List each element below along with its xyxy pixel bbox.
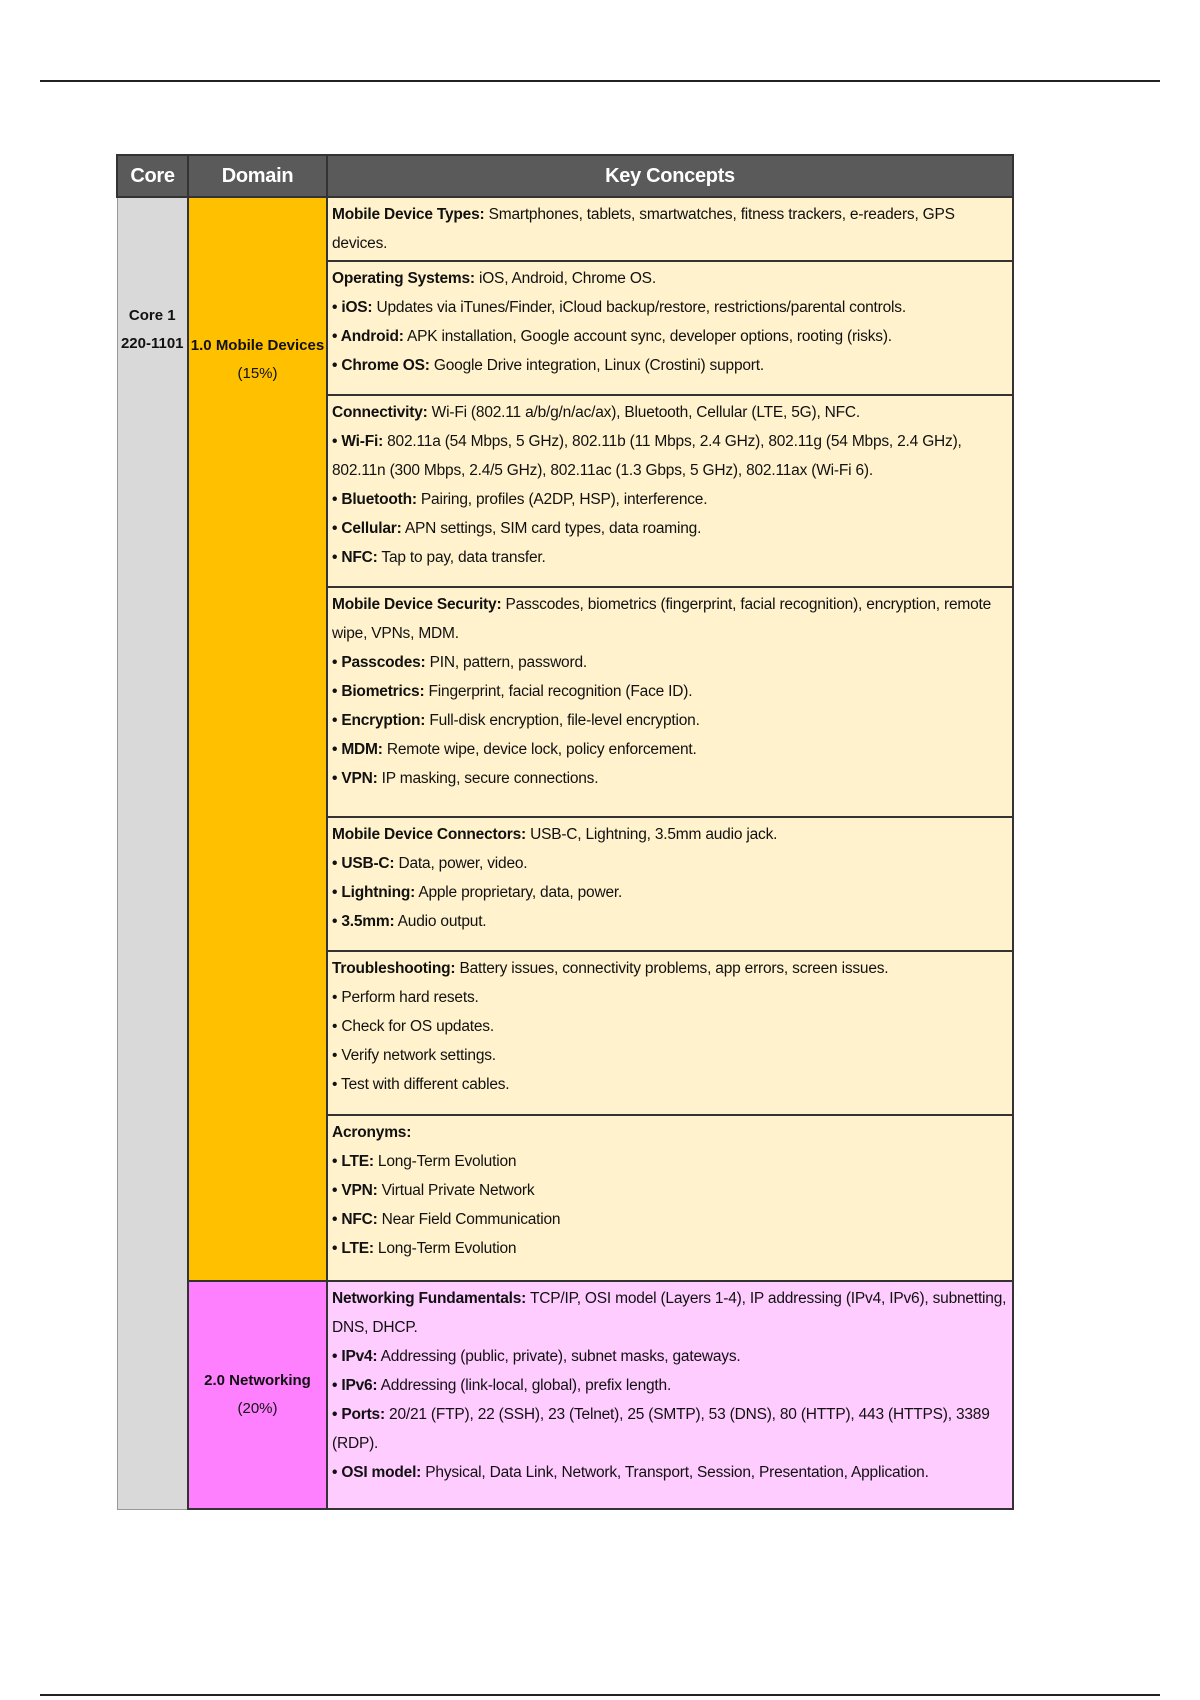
list-item [332,764,1008,793]
item-term: • Wi-Fi: [332,433,384,450]
domain-title: 2.0 Networking [204,1372,311,1389]
item-term: • Encryption: [332,712,426,729]
item-text: Data, power, video. [394,855,528,872]
concept-cell-troubleshooting [327,951,1013,1115]
item-term: • Bluetooth: [332,491,417,508]
item-text: Apple proprietary, data, power. [415,884,623,901]
domain-weight: (15%) [237,365,278,382]
item-term: • USB-C: [332,855,395,872]
core-cell [117,197,188,1509]
section-heading: Mobile Device Connectors: [332,826,526,843]
concept-cell-connectors [327,817,1013,951]
concept-cell-operating-systems [327,261,1013,395]
item-text: Fingerprint, facial recognition (Face ID). [424,683,693,700]
item-text: Addressing (public, private), subnet masks, gateways. [377,1348,741,1365]
item-term: • Chrome OS: [332,357,430,374]
item-term: • Lightning: [332,884,416,901]
header-core: Core [117,155,188,197]
list-item [332,1234,1008,1263]
section-summary: Passcodes, biometrics (fingerprint, facial recognition), encryption, remote wipe, VPNs, MDM. [332,596,992,642]
section-summary: USB-C, Lightning, 3.5mm audio jack. [525,826,778,843]
item-text: Near Field Communication [377,1211,561,1228]
item-text: Virtual Private Network [377,1182,535,1199]
core-name: Core 1 [128,307,176,324]
domain-weight: (20%) [237,1400,278,1417]
item-text: APN settings, SIM card types, data roaming. [401,520,702,537]
item-text: • Verify network settings. [332,1047,496,1064]
item-term: • VPN: [332,770,378,787]
item-text: • Test with different cables. [332,1076,510,1093]
list-item [332,1371,1008,1400]
domain-mobile-devices [188,197,327,1281]
item-term: • Passcodes: [332,654,426,671]
item-text: Google Drive integration, Linux (Crostini) support. [429,357,764,374]
bottom-rule [40,1694,1160,1696]
item-term: • IPv6: [332,1377,378,1394]
core-code: 220-1101 [120,335,184,352]
list-item [332,677,1008,706]
section-heading: Connectivity: [332,404,428,421]
section-summary: Smartphones, tablets, smartwatches, fitness trackers, e-readers, GPS devices. [332,206,955,252]
list-item [332,1205,1008,1234]
list-item [332,706,1008,735]
concept-cell-connectivity [327,395,1013,587]
item-text: PIN, pattern, password. [425,654,587,671]
list-item [332,735,1008,764]
item-text: Long-Term Evolution [373,1240,517,1257]
header-domain: Domain [188,155,327,197]
domain-networking [188,1281,327,1509]
item-term: • LTE: [332,1240,374,1257]
item-term: • VPN: [332,1182,378,1199]
item-text: Updates via iTunes/Finder, iCloud backup/restore, restrictions/parental controls. [372,299,906,316]
item-term: • 3.5mm: [332,913,395,930]
table-row [117,197,1013,261]
list-item [332,648,1008,677]
list-item [332,1458,1008,1487]
item-text: APK installation, Google account sync, developer options, rooting (risks). [403,328,892,345]
top-rule [40,80,1160,82]
item-term: • IPv4: [332,1348,378,1365]
header-key-concepts: Key Concepts [327,155,1013,197]
item-text: • Perform hard resets. [332,989,479,1006]
list-item [332,322,1008,351]
list-item [332,907,1008,936]
item-term: • NFC: [332,1211,378,1228]
item-text: Tap to pay, data transfer. [377,549,546,566]
item-text: Full-disk encryption, file-level encryption. [425,712,700,729]
list-item [332,878,1008,907]
table-row [117,1281,1013,1509]
item-term: • Android: [332,328,404,345]
item-text: Remote wipe, device lock, policy enforcement. [382,741,697,758]
concept-cell-security [327,587,1013,817]
section-heading: Troubleshooting: [332,960,456,977]
list-item [332,351,1008,380]
item-text: Audio output. [394,913,487,930]
section-heading: Networking Fundamentals: [332,1290,527,1307]
item-term: • OSI model: [332,1464,422,1481]
item-term: • iOS: [332,299,373,316]
section-summary: Battery issues, connectivity problems, app errors, screen issues. [455,960,889,977]
section-heading: Mobile Device Security: [332,596,502,613]
item-term: • NFC: [332,549,378,566]
item-term: • MDM: [332,741,383,758]
item-text: 20/21 (FTP), 22 (SSH), 23 (Telnet), 25 (SMTP), 53 (DNS), 80 (HTTP), 443 (HTTPS), 3389 (RDP). [332,1406,990,1452]
domain-title: 1.0 Mobile Devices [190,337,325,354]
item-text: Long-Term Evolution [373,1153,517,1170]
list-item [332,1176,1008,1205]
concept-cell-device-types [327,197,1013,261]
list-item [332,427,1008,485]
item-text: Pairing, profiles (A2DP, HSP), interference. [416,491,708,508]
list-item [332,1342,1008,1371]
concept-cell-acronyms [327,1115,1013,1281]
list-item [332,1147,1008,1176]
list-item [332,983,1008,1012]
item-term: • Ports: [332,1406,385,1423]
section-summary: TCP/IP, OSI model (Layers 1-4), IP addressing (IPv4, IPv6), subnetting, DNS, DHCP. [332,1290,1007,1336]
list-item [332,1012,1008,1041]
section-heading: Mobile Device Types: [332,206,485,223]
list-item [332,1070,1008,1099]
item-text: • Check for OS updates. [332,1018,494,1035]
list-item [332,485,1008,514]
list-item [332,293,1008,322]
item-term: • LTE: [332,1153,374,1170]
list-item [332,1041,1008,1070]
list-item [332,514,1008,543]
section-heading: Acronyms: [332,1124,412,1141]
header-row [117,155,1013,197]
item-text: 802.11a (54 Mbps, 5 GHz), 802.11b (11 Mbps, 2.4 GHz), 802.11g (54 Mbps, 2.4 GHz), 802.11n (300 Mbps, 2.4/5 GHz), 802.11ac (1.3 Gbps, 5 GHz), 802.11ax (Wi-Fi 6). [332,433,962,479]
item-term: • Biometrics: [332,683,425,700]
concept-cell-networking-fundamentals [327,1281,1013,1509]
exam-objectives-table [116,154,1014,1510]
section-summary: Wi-Fi (802.11 a/b/g/n/ac/ax), Bluetooth, Cellular (LTE, 5G), NFC. [427,404,861,421]
list-item [332,543,1008,572]
item-term: • Cellular: [332,520,402,537]
list-item [332,849,1008,878]
list-item [332,1400,1008,1458]
section-summary: iOS, Android, Chrome OS. [474,270,656,287]
section-heading: Operating Systems: [332,270,475,287]
item-text: Physical, Data Link, Network, Transport, Session, Presentation, Application. [421,1464,929,1481]
core-label [118,302,188,358]
item-text: IP masking, secure connections. [377,770,599,787]
item-text: Addressing (link-local, global), prefix length. [377,1377,672,1394]
